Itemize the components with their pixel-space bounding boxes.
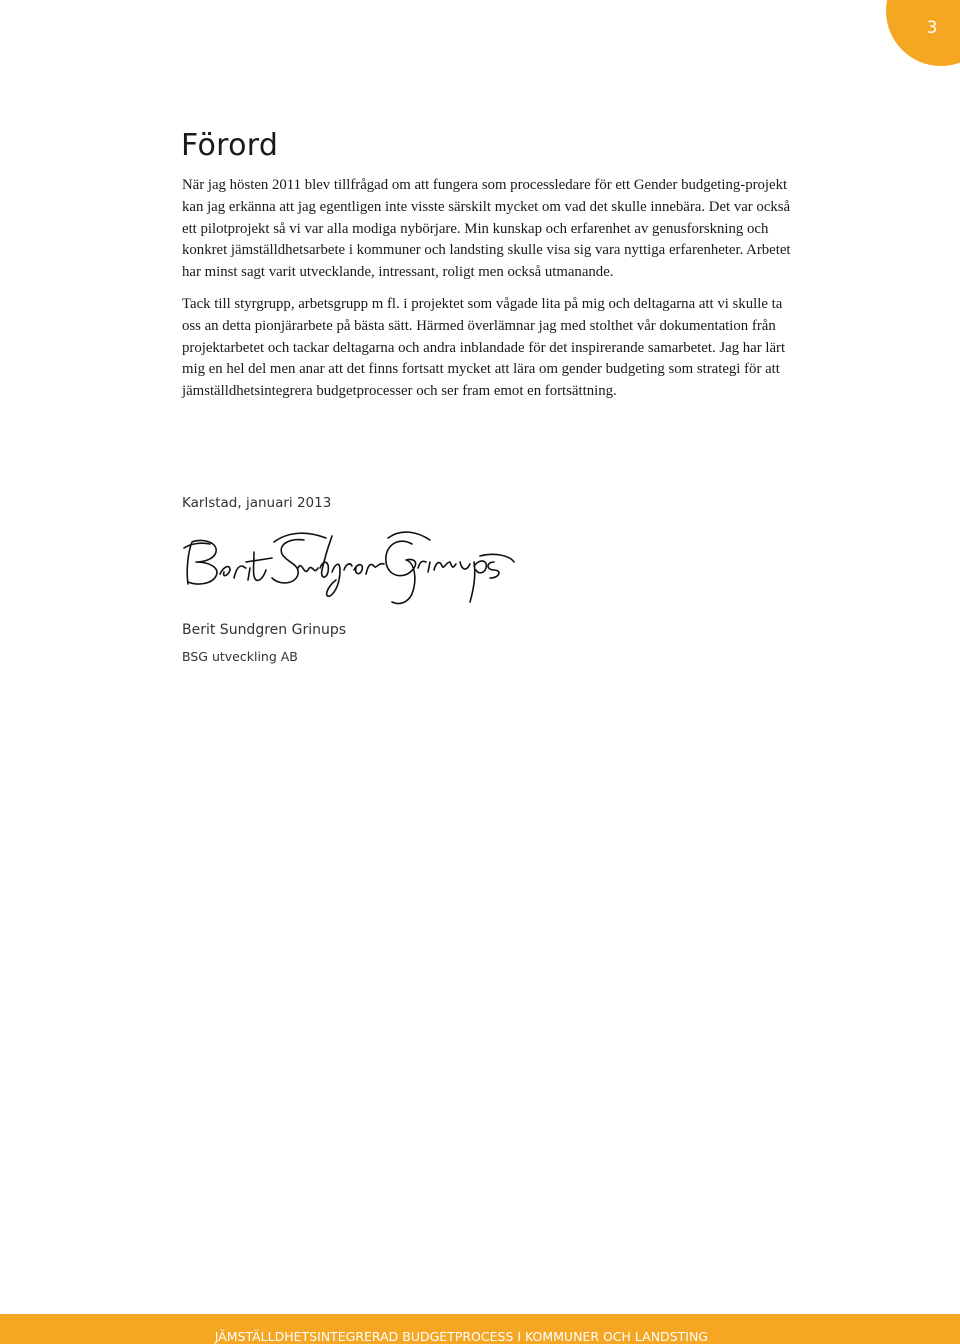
signer-name: Berit Sundgren Grinups xyxy=(182,622,347,638)
footer-bar xyxy=(0,1314,960,1344)
foreword-paragraph: När jag hösten 2011 blev tillfrågad om att fungera som processledare för ett Gender budgeting-projekt kan jag erkänna att jag egentligen inte visste särskilt mycket om vad det skulle innebära. Det var också ett pilotprojekt så vi var alla modiga nybörjare. Min kunskap och erfarenhet av genusforskning och konkret jämställdhetsarbete i kommuner och landsting skulle visa sig vara nyttiga erfarenheter. Arbetet har minst sagt varit utvecklande, intressant, roligt men också utmanande. xyxy=(182,177,791,281)
signer-organization: BSG utveckling AB xyxy=(182,649,298,664)
place-date: Karlstad, januari 2013 xyxy=(182,495,332,511)
page-number: 3 xyxy=(926,18,938,38)
foreword-paragraph: Tack till styrgrupp, arbetsgrupp m fl. i projektet som vågade lita på mig och deltagarna att vi skulle ta oss an detta pionjärarbete på bästa sätt. Härmed överlämnar jag med stolthet vår dokumentation från projektarbetet och tackar deltagarna och andra inblandade för det inspirerande samarbetet. Jag har lärt mig en hel del men anar att det finns fortsatt mycket att lära om gender budgeting som strategi för att jämställdhetsintegrera budgetprocesser och ser fram emot en fortsättning. xyxy=(182,295,786,400)
handwritten-signature xyxy=(180,522,520,610)
page-title: Förord xyxy=(181,128,279,163)
footer-title: JÄMSTÄLLDHETSINTEGRERAD BUDGETPROCESS I KOMMUNER OCH LANDSTING xyxy=(214,1329,708,1344)
foreword-body xyxy=(182,175,792,413)
